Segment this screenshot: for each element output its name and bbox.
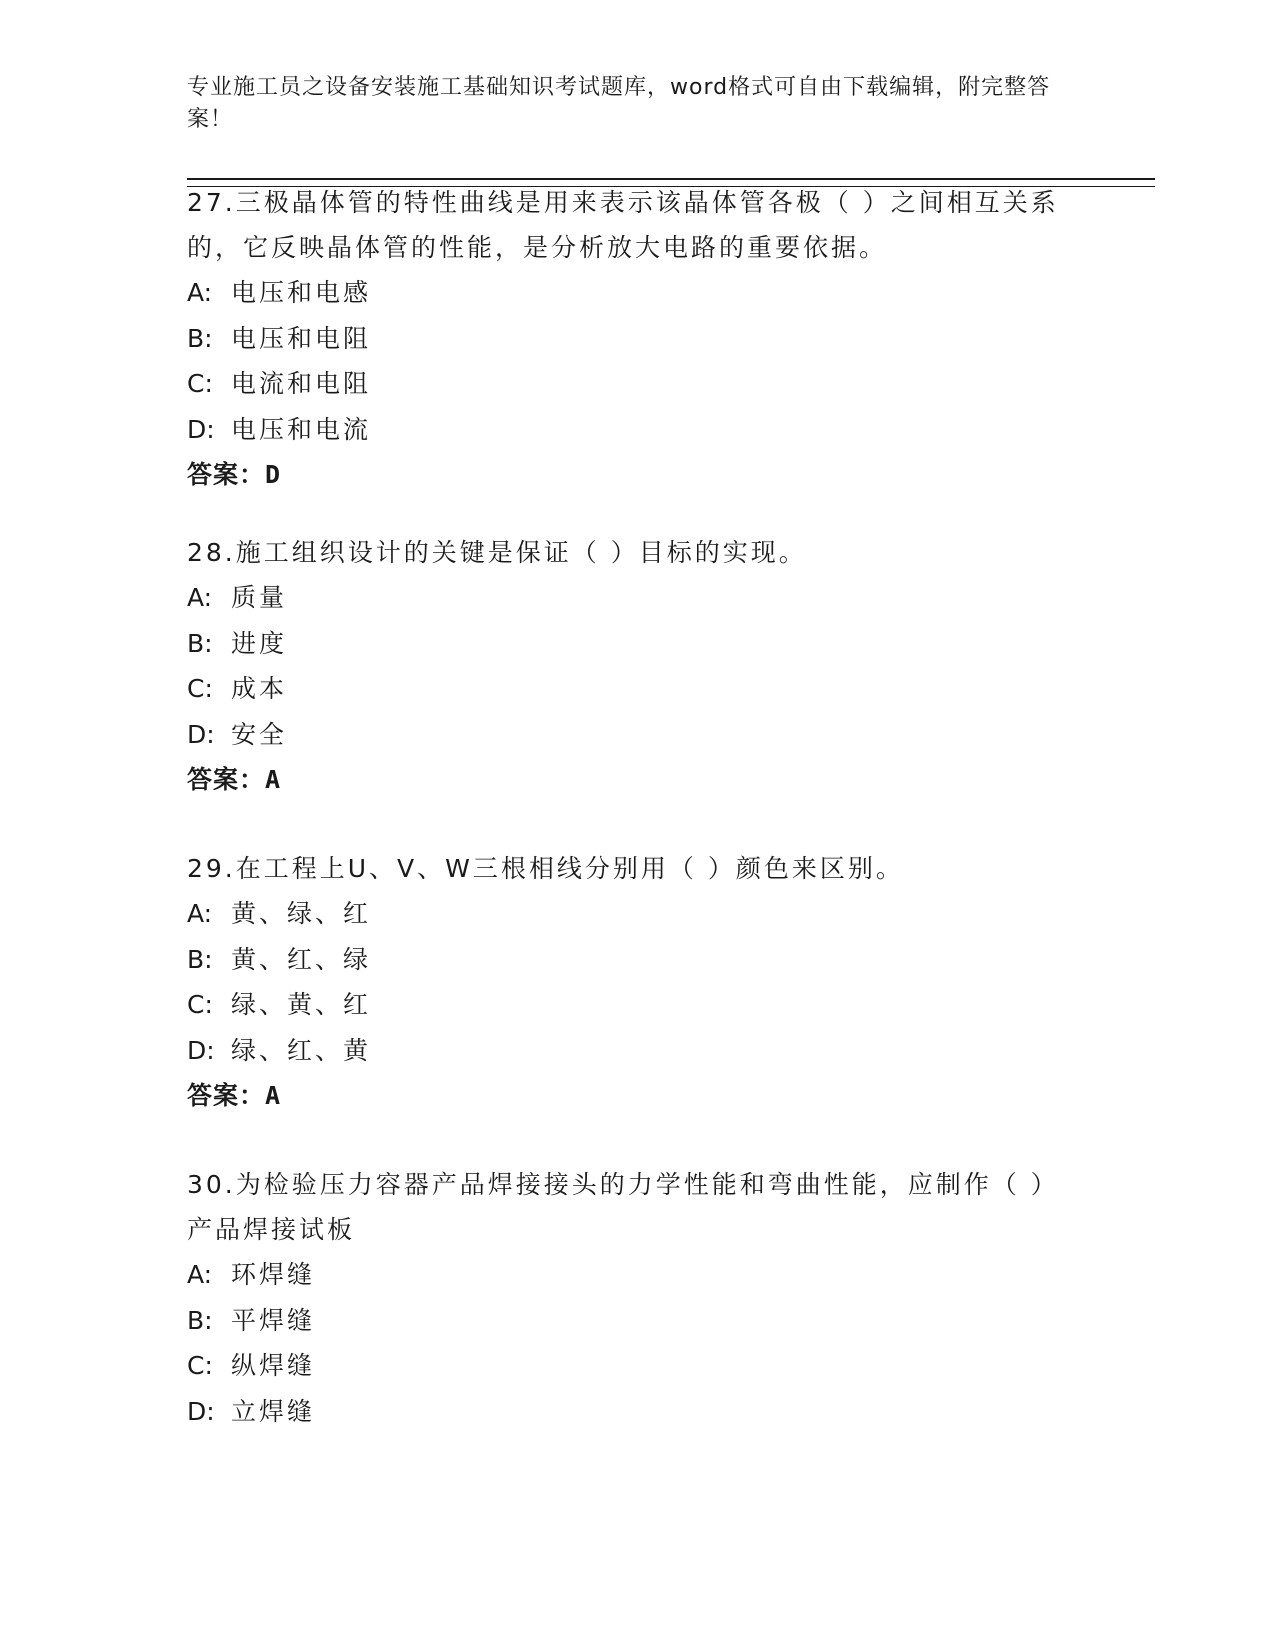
- option-a: [187, 1252, 1067, 1298]
- option-a: [187, 270, 1067, 316]
- option-key: A:: [187, 899, 213, 928]
- question-stem: 27.三极晶体管的特性曲线是用来表示该晶体管各极（ ）之间相互关系的，它反映晶体管的性能，是分析放大电路的重要依据。: [187, 188, 1059, 262]
- option-b: [187, 621, 1067, 667]
- answer-line: [187, 452, 1067, 497]
- option-key: A:: [187, 1260, 213, 1289]
- option-text: 平焊缝: [231, 1305, 316, 1335]
- question-30: [187, 1162, 1067, 1434]
- question-28: [187, 530, 1067, 802]
- option-d: [187, 1028, 1067, 1074]
- option-key: C:: [187, 369, 213, 398]
- answer-line: [187, 1073, 1067, 1118]
- answer-value: D: [265, 460, 282, 489]
- option-text: 电压和电流: [231, 414, 372, 444]
- option-text: 电流和电阻: [231, 369, 372, 398]
- question-stem: 29.在工程上U、V、W三根相线分别用（ ）颜色来区别。: [187, 854, 904, 883]
- question-stem: 30.为检验压力容器产品焊接接头的力学性能和弯曲性能，应制作（ ）产品焊接试板: [187, 1170, 1059, 1244]
- option-d: [187, 407, 1067, 453]
- option-key: B:: [187, 323, 213, 353]
- option-text: 绿、黄、红: [231, 990, 372, 1019]
- option-text: 进度: [231, 628, 288, 658]
- option-d: [187, 1389, 1067, 1435]
- option-a: [187, 891, 1067, 937]
- option-d: [187, 712, 1067, 758]
- document-header: [187, 72, 1067, 136]
- option-text: 成本: [231, 674, 288, 703]
- option-key: D:: [187, 1396, 215, 1426]
- option-a: [187, 575, 1067, 621]
- option-text: 立焊缝: [231, 1396, 316, 1426]
- option-key: C:: [187, 674, 213, 703]
- option-c: [187, 666, 1067, 712]
- answer-value: A: [265, 1081, 282, 1110]
- answer-label: 答案：: [187, 1081, 266, 1110]
- option-key: B:: [187, 1305, 213, 1335]
- option-text: 安全: [231, 719, 288, 749]
- option-text: 绿、红、黄: [231, 1035, 372, 1065]
- option-c: [187, 1343, 1067, 1389]
- header-title: 专业施工员之设备安装施工基础知识考试题库，word格式可自由下载编辑，附完整答案！: [187, 75, 1051, 132]
- question-stem: 28.施工组织设计的关键是保证（ ）目标的实现。: [187, 538, 807, 567]
- option-b: [187, 937, 1067, 983]
- option-key: B:: [187, 628, 213, 658]
- answer-value: A: [265, 765, 282, 794]
- answer-label: 答案：: [187, 765, 266, 794]
- option-text: 电压和电感: [231, 278, 372, 307]
- option-text: 黄、绿、红: [231, 899, 372, 928]
- option-c: [187, 361, 1067, 407]
- option-key: B:: [187, 944, 213, 974]
- option-key: D:: [187, 414, 215, 444]
- option-text: 环焊缝: [231, 1260, 316, 1289]
- answer-label: 答案：: [187, 460, 266, 489]
- option-b: [187, 316, 1067, 362]
- option-b: [187, 1298, 1067, 1344]
- question-27: [187, 180, 1067, 497]
- option-key: D:: [187, 1035, 215, 1065]
- answer-line: [187, 757, 1067, 802]
- option-key: C:: [187, 990, 213, 1019]
- option-key: D:: [187, 719, 215, 749]
- option-text: 纵焊缝: [231, 1351, 316, 1380]
- option-key: A:: [187, 583, 213, 612]
- option-text: 质量: [231, 583, 288, 612]
- option-key: C:: [187, 1351, 213, 1380]
- question-29: [187, 846, 1067, 1118]
- option-text: 黄、红、绿: [231, 944, 372, 974]
- option-key: A:: [187, 278, 213, 307]
- option-c: [187, 982, 1067, 1028]
- option-text: 电压和电阻: [231, 323, 372, 353]
